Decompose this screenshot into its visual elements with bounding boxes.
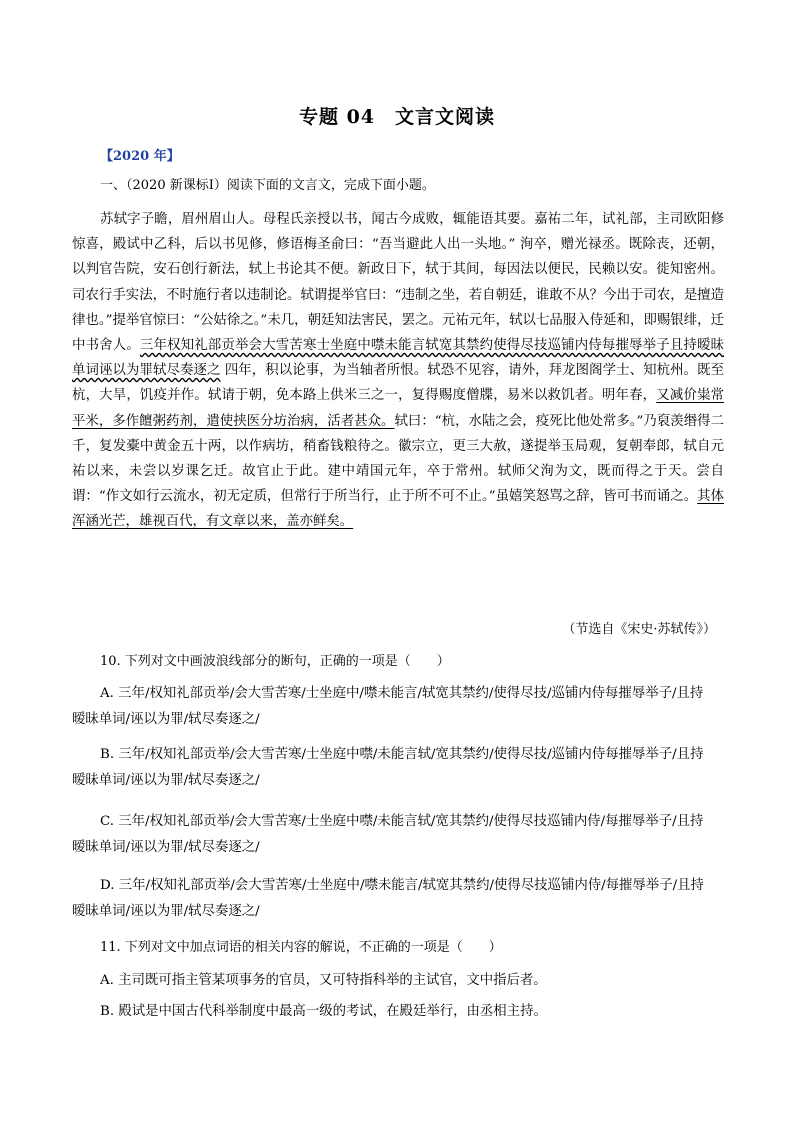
question-10-stem: 10. 下列对文中画波浪线部分的断句，正确的一项是（ ） — [100, 654, 450, 669]
option-line: A. 三年/权知礼部贡举/会大雪苦寒/士坐庭中/噤未能言/轼宽其禁约/使得尽技/巡铺内侍每摧辱举子/且持 — [100, 686, 704, 701]
question-11-option-a: A. 主司既可指主管某项事务的官员，又可特指科举的主试官，文中指后者。 — [100, 973, 547, 988]
question-10-option-c — [72, 809, 726, 860]
question-10-option-a — [72, 681, 726, 732]
underlined-sentence: 其体浑涵光芒，雄视百代，有文章以来，盖亦鲜矣。 — [72, 489, 724, 530]
option-line: 暧昧单词/诬以为罪/轼尽奏逐之/ — [72, 903, 260, 919]
question-10-option-b — [72, 742, 726, 793]
option-line: B. 三年/权知礼部贡举/会大雪苦寒/士坐庭中噤/未能言轼/宽其禁约/使得尽技/巡铺内侍每摧辱举子/且持 — [100, 747, 704, 762]
underlined-sentence: 又减价粜常平米，多作饘粥药剂，遣使挟医分坊治病，活者甚众。 — [72, 388, 725, 429]
question-10-option-d — [72, 873, 726, 924]
option-line: 暧昧单词/诬以为罪/轼尽奏逐之/ — [72, 711, 260, 727]
wavy-underlined-text: 三年权知礼部贡举会大雪苦寒士坐庭中噤未能言轼宽其禁约使得尽技巡铺内侍每摧辱举子且持暧昧单词诬以为罪轼尽奏逐之 — [72, 338, 724, 379]
option-line: 暧昧单词/诬以为罪/轼尽奏逐之/ — [72, 839, 260, 855]
passage-text: 四年，积以论事，为当轴者所恨。轼恐不见容，请外，拜龙图阁学士、知杭州。既至杭，大旱，饥疫并作。轼请于朝，免本路上供米三之一，复得赐度僧牒，易米以救饥者。明年春， — [72, 363, 725, 404]
passage-source: （节选自《宋史·苏轼传》） — [562, 622, 716, 637]
page-title: 专题 04 文言文阅读 — [298, 106, 496, 128]
option-line: C. 三年/权知礼部贡举/会大雪苦寒/士坐庭中噤/未能言轼/宽其禁约/使得尽技巡铺内侍/每摧辱举子/且持 — [100, 814, 704, 829]
passage-text: 苏轼字子瞻，眉州眉山人。母程氏亲授以书，闻古今成败，辄能语其要。嘉祐二年，试礼部，主司欧阳修惊喜，殿试中乙科，后以书见修，修语梅圣俞曰：“吾当避此人出一头地。” 洵卒，赠光禄丞。既除丧，还朝，以判官告院，安石创行新法，轼上书论其不便。新政日下，轼于其间，每因法以便民，民赖以安。徙知密州。司农行手实法，不时施行者以违制论。轼谓提举官曰：“违制之坐，若自朝廷，谁敢不从？今出于司农，是擅造律也。”提举官惊曰：“公姑徐之。”未几，朝廷知法害民，罢之。元祐元年，轼以七品服入侍延和，即赐银绯，迁中书舍人。 — [72, 212, 724, 354]
year-tag: 【2020 年】 — [100, 149, 180, 164]
option-line: D. 三年/权知礼部贡举/会大雪苦寒/士坐庭中/噤未能言/轼宽其禁约/使得尽技巡铺内侍/每摧辱举子/且持 — [100, 878, 704, 893]
question-11-stem: 11. 下列对文中加点词语的相关内容的解说，不正确的一项是（ ） — [100, 940, 502, 955]
classical-passage — [72, 207, 724, 535]
passage-text: 轼曰：“杭，水陆之会，疫死比他处常多。”乃裒羡缗得二千，复发橐中黄金五十两，以作病坊，稍畜钱粮待之。徽宗立，更三大赦，遂提举玉局观，复朝奉郎，轼自元祐以来，未尝以岁课乞迁。故官止于此。建中靖国元年，卒于常州。轼师父洵为文，既而得之于天。尝自谓：“作文如行云流水，初无定质，但常行于所当行，止于所不可不止。”虽嬉笑怒骂之辞，皆可书而诵之。 — [72, 413, 724, 505]
option-line: 暧昧单词/诬以为罪/轼尽奏逐之/ — [72, 772, 260, 788]
question-11-option-b: B. 殿试是中国古代科举制度中最高一级的考试，在殿廷举行，由丞相主持。 — [100, 1004, 547, 1019]
section-intro: 一、（2020 新课标Ⅰ）阅读下面的文言文，完成下面小题。 — [100, 178, 435, 193]
